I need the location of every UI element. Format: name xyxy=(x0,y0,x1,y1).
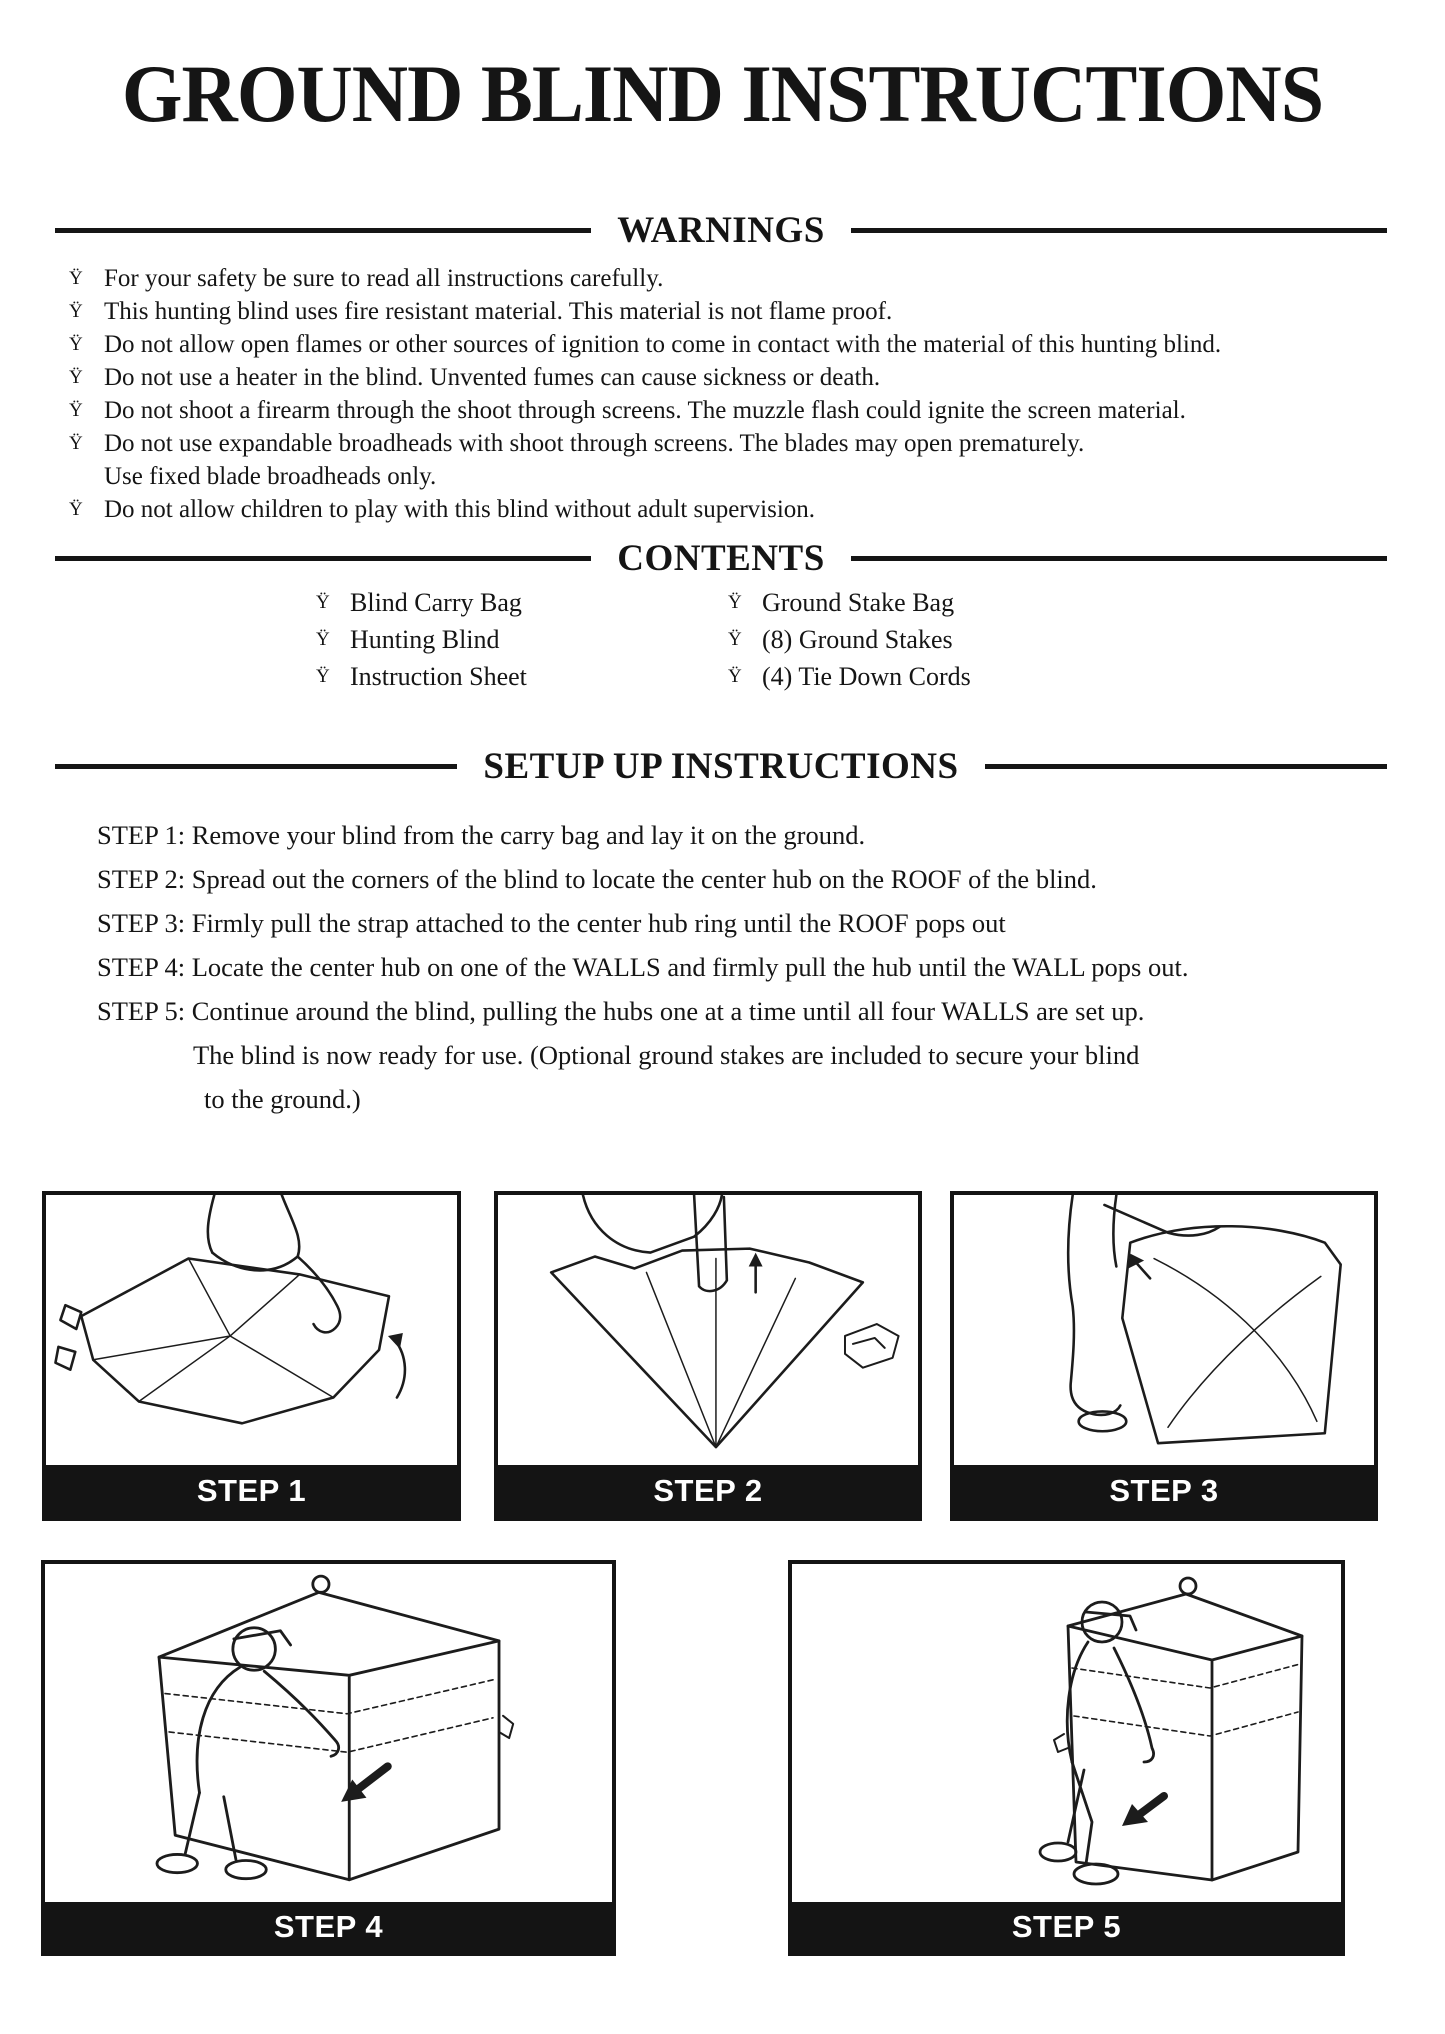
warnings-heading-text: WARNINGS xyxy=(617,209,825,251)
contents-text: Hunting Blind xyxy=(350,625,500,654)
step-1-panel xyxy=(42,1191,461,1521)
heading-rule-right xyxy=(851,228,1387,233)
step-5-caption-bar xyxy=(792,1902,1341,1952)
step-4-caption-bar xyxy=(45,1902,612,1952)
contents-item xyxy=(728,658,971,695)
heading-rule-left xyxy=(55,556,591,561)
contents-column-left xyxy=(316,584,527,695)
bullet-glyph: Ÿ xyxy=(69,367,83,388)
contents-text: Instruction Sheet xyxy=(350,662,527,691)
step-5-panel xyxy=(788,1560,1345,1956)
setup-step: STEP 1: Remove your blind from the carry bag and lay it on the ground. xyxy=(97,820,866,850)
bullet-glyph: Ÿ xyxy=(728,592,742,613)
contents-item xyxy=(728,584,971,621)
step-2-illustration xyxy=(498,1195,918,1465)
warnings-list xyxy=(69,262,1415,526)
step-4-caption: STEP 4 xyxy=(273,1909,384,1944)
warning-text: Do not use expandable broadheads with shoot through screens. The blades may open prematurely. Use fixed blade broadheads only. xyxy=(104,430,1085,490)
warning-item xyxy=(69,361,1415,394)
bullet-glyph: Ÿ xyxy=(69,268,83,289)
setup-steps xyxy=(97,813,1415,1121)
contents-item xyxy=(316,621,527,658)
bullet-glyph: Ÿ xyxy=(69,433,83,454)
setup-step: STEP 5: Continue around the blind, pulling the hubs one at a time until all four WALLS are set up. xyxy=(97,996,1145,1026)
setup-step: STEP 2: Spread out the corners of the blind to locate the center hub on the ROOF of the blind. xyxy=(97,864,1097,894)
bullet-glyph: Ÿ xyxy=(69,334,83,355)
bullet-glyph: Ÿ xyxy=(69,400,83,421)
warning-text: This hunting blind uses fire resistant material. This material is not flame proof. xyxy=(104,298,893,325)
setup-heading-text: SETUP UP INSTRUCTIONS xyxy=(483,745,959,787)
warning-text-line2: Use fixed blade broadheads only. xyxy=(104,463,437,490)
bullet-glyph: Ÿ xyxy=(69,301,83,322)
step-4-illustration xyxy=(45,1564,612,1902)
bullet-glyph: Ÿ xyxy=(728,666,742,687)
setup-note-line1: The blind is now ready for use. (Optional ground stakes are included to secure your blind xyxy=(193,1040,1140,1070)
step-1-caption: STEP 1 xyxy=(196,1473,307,1508)
step-4-panel xyxy=(41,1560,616,1956)
step-1-caption-bar xyxy=(46,1465,457,1517)
step-2-caption-bar xyxy=(498,1465,918,1517)
contents-text: (8) Ground Stakes xyxy=(762,625,953,654)
contents-heading-text: CONTENTS xyxy=(617,537,825,579)
warning-item xyxy=(69,394,1415,427)
warning-item xyxy=(69,295,1415,328)
setup-step: STEP 4: Locate the center hub on one of the WALLS and firmly pull the hub until the WALL pops out. xyxy=(97,952,1189,982)
bullet-glyph: Ÿ xyxy=(316,629,330,650)
warning-text: Do not use a heater in the blind. Unvented fumes can cause sickness or death. xyxy=(104,364,881,391)
bullet-glyph: Ÿ xyxy=(316,666,330,687)
contents-text: Blind Carry Bag xyxy=(350,588,522,617)
setup-note-line2: to the ground.) xyxy=(204,1084,361,1114)
step-3-caption: STEP 3 xyxy=(1109,1473,1219,1508)
step-5-caption: STEP 5 xyxy=(1011,1909,1122,1944)
setup-heading xyxy=(55,745,1387,787)
step-3-illustration xyxy=(954,1195,1374,1465)
contents-item xyxy=(728,621,971,658)
contents-heading xyxy=(55,537,1387,579)
bullet-glyph: Ÿ xyxy=(728,629,742,650)
warnings-heading xyxy=(55,209,1387,251)
warning-text: Do not allow children to play with this blind without adult supervision. xyxy=(104,496,816,523)
heading-rule-left xyxy=(55,764,457,769)
contents-text: (4) Tie Down Cords xyxy=(762,662,971,691)
heading-rule-left xyxy=(55,228,591,233)
contents-item xyxy=(316,658,527,695)
contents-item xyxy=(316,584,527,621)
step-1-illustration xyxy=(46,1195,457,1465)
bullet-glyph: Ÿ xyxy=(316,592,330,613)
warning-item xyxy=(69,493,1415,526)
warning-text: Do not shoot a firearm through the shoot through screens. The muzzle flash could ignite the screen material. xyxy=(104,397,1186,424)
step-3-panel xyxy=(950,1191,1378,1521)
warning-item xyxy=(69,427,1415,493)
step-2-panel xyxy=(494,1191,922,1521)
contents-column-right xyxy=(728,584,971,695)
setup-step: STEP 3: Firmly pull the strap attached to the center hub ring until the ROOF pops out xyxy=(97,908,1006,938)
step-5-illustration xyxy=(792,1564,1341,1902)
step-2-caption: STEP 2 xyxy=(653,1473,763,1508)
step-3-caption-bar xyxy=(954,1465,1374,1517)
bullet-glyph: Ÿ xyxy=(69,499,83,520)
heading-rule-right xyxy=(851,556,1387,561)
page-title: GROUND BLIND INSTRUCTIONS xyxy=(121,48,1324,139)
heading-rule-right xyxy=(985,764,1387,769)
warning-text: Do not allow open flames or other sources of ignition to come in contact with the material of this hunting blind. xyxy=(104,331,1222,358)
contents-text: Ground Stake Bag xyxy=(762,588,955,617)
warning-text: For your safety be sure to read all instructions carefully. xyxy=(104,265,664,292)
warning-item xyxy=(69,262,1415,295)
warning-item xyxy=(69,328,1415,361)
